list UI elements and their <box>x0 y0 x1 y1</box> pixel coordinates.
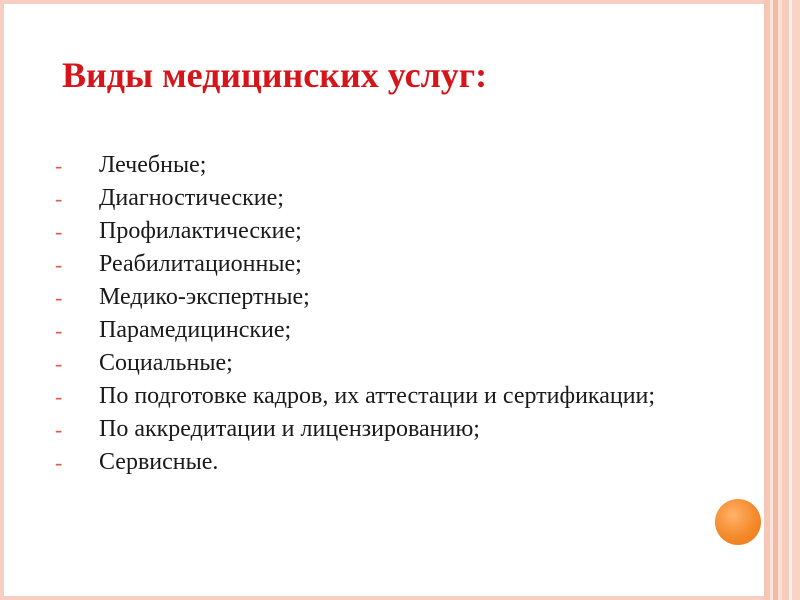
list-item <box>55 416 695 443</box>
dash-bullet-icon: - <box>55 318 63 343</box>
list-item <box>55 383 695 410</box>
list-item-text: Реабилитационные; <box>99 251 302 277</box>
list-item-text: Медико-экспертные; <box>99 284 310 310</box>
dash-bullet-icon: - <box>55 252 63 277</box>
frame-left-border <box>0 0 4 600</box>
dash-bullet-icon: - <box>55 153 63 178</box>
list-item-text: Парамедицинские; <box>99 317 292 343</box>
list-item <box>55 251 695 278</box>
services-list <box>55 152 695 482</box>
list-item <box>55 449 695 476</box>
list-item-text: Профилактические; <box>99 218 302 244</box>
frame-bottom-border <box>0 596 764 600</box>
dash-bullet-icon: - <box>55 186 63 211</box>
list-item-text: Социальные; <box>99 350 233 376</box>
dash-bullet-icon: - <box>55 285 63 310</box>
list-item-text: Лечебные; <box>99 152 207 178</box>
list-item <box>55 350 695 377</box>
list-item-text: По подготовке кадров, их аттестации и сертификации; <box>99 383 656 409</box>
list-item-text: Сервисные. <box>99 449 219 475</box>
decorative-stripe <box>782 0 789 600</box>
dash-bullet-icon: - <box>55 351 63 376</box>
frame-top-border <box>0 0 764 4</box>
list-item <box>55 152 695 179</box>
list-item-text: По аккредитации и лицензированию; <box>99 416 480 442</box>
list-item <box>55 284 695 311</box>
list-item-text: Диагностические; <box>99 185 284 211</box>
slide-title: Виды медицинских услуг: <box>62 55 488 95</box>
list-item <box>55 218 695 245</box>
list-item <box>55 317 695 344</box>
dash-bullet-icon: - <box>55 384 63 409</box>
dash-bullet-icon: - <box>55 417 63 442</box>
decorative-stripe <box>792 0 800 600</box>
dash-bullet-icon: - <box>55 450 63 475</box>
orange-circle-decoration <box>715 499 761 545</box>
dash-bullet-icon: - <box>55 219 63 244</box>
list-item <box>55 185 695 212</box>
